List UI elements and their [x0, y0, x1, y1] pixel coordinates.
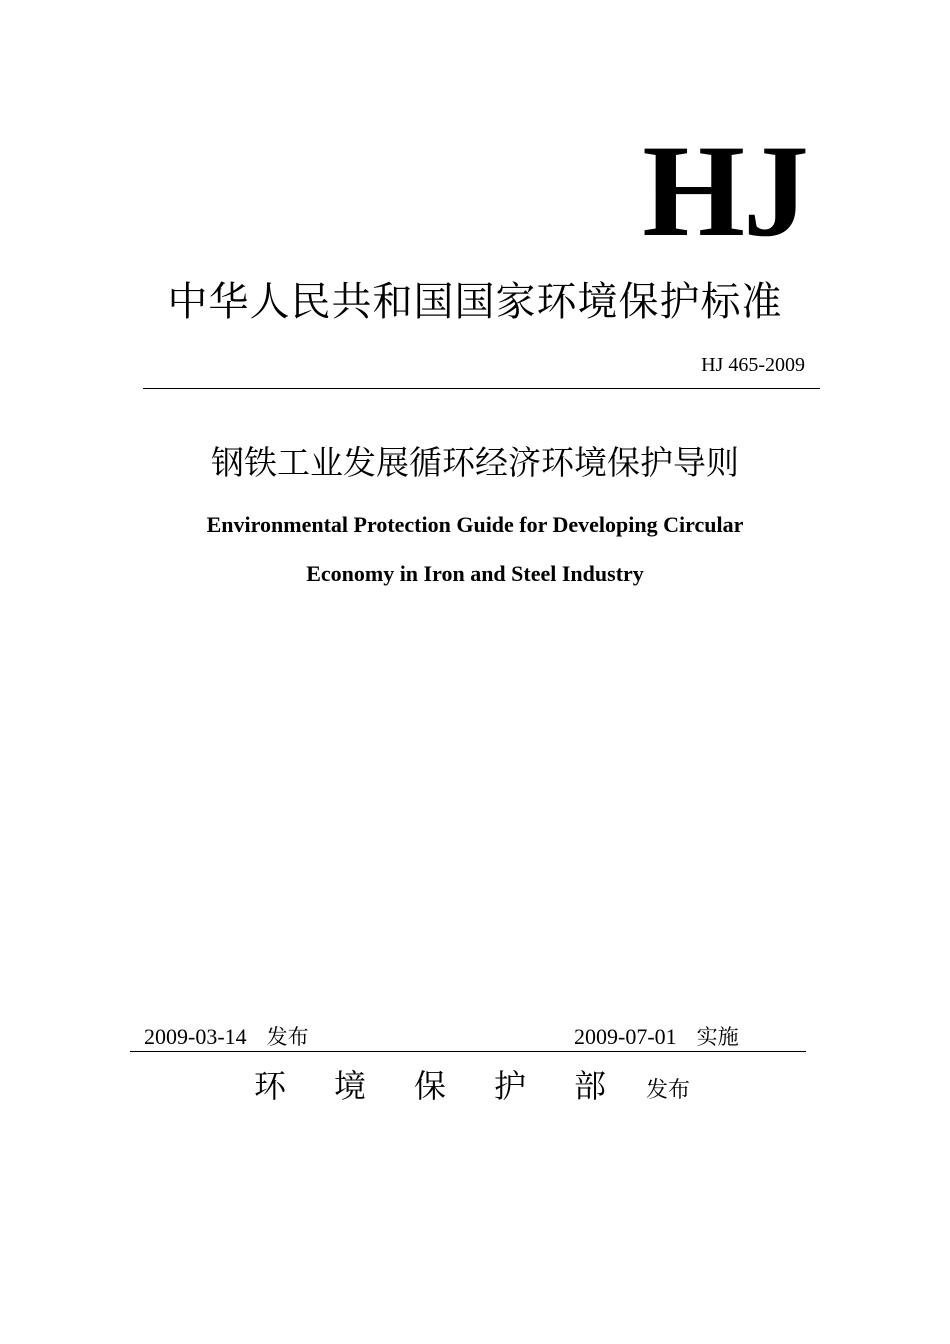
bottom-divider — [130, 1051, 806, 1052]
publisher-row — [254, 1064, 690, 1108]
standard-category-title: 中华人民共和国国家环境保护标准 — [167, 279, 783, 325]
standard-number: HJ 465-2009 — [701, 354, 805, 376]
document-title-english-line1: Environmental Protection Guide for Developing Circular — [206, 512, 744, 537]
issue-label: 发布 — [266, 1025, 309, 1049]
effective-date: 2009-07-01 — [574, 1024, 677, 1049]
effective-label: 实施 — [696, 1025, 739, 1049]
publisher-name: 环境保护部 — [254, 1067, 655, 1105]
document-title-english-line2: Economy in Iron and Steel Industry — [306, 561, 644, 586]
top-divider — [143, 388, 820, 389]
effective-date-group — [574, 1022, 739, 1052]
publisher-label: 发布 — [646, 1078, 691, 1103]
issue-date-group — [144, 1022, 309, 1052]
issue-date: 2009-03-14 — [144, 1024, 247, 1049]
hj-logo: HJ — [642, 117, 807, 264]
document-title-chinese: 钢铁工业发展循环经济环境保护导则 — [211, 443, 739, 482]
document-title-english — [0, 500, 950, 598]
dates-row — [130, 1022, 806, 1052]
